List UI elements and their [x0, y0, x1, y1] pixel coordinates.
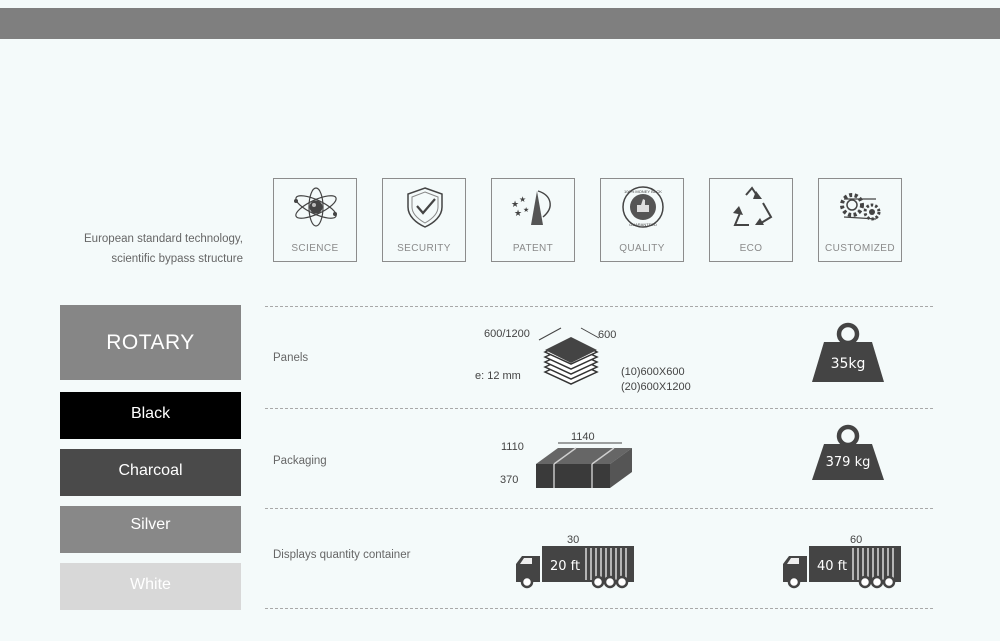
row-divider [265, 306, 933, 307]
tagline-line-2: scientific bypass structure [111, 253, 243, 265]
row-label-panels: Panels [273, 352, 309, 364]
panel-dim-b: 600 [598, 329, 617, 341]
feature-eco [709, 178, 793, 262]
feature-quality [600, 178, 684, 262]
svg-text:★: ★ [519, 195, 527, 204]
feature-label: QUALITY [619, 243, 665, 254]
truck-20ft-label: 20 ft [549, 559, 581, 574]
panel-qty-2: (20)600X1200 [621, 381, 691, 393]
feature-label: SECURITY [397, 243, 451, 254]
svg-text:★: ★ [514, 208, 523, 218]
svg-text:★: ★ [511, 199, 520, 209]
weight-panels-text: 35kg [830, 356, 866, 372]
feature-science [273, 178, 357, 262]
shield-check-icon [400, 185, 450, 229]
truck-20ft-icon [514, 544, 636, 590]
package-width: 1110 [501, 441, 524, 453]
truck-40ft-label: 40 ft [816, 559, 848, 574]
panel-stack-icon [535, 320, 615, 400]
badge-top-text: 100% MONEY BACK [624, 189, 662, 194]
row-divider [265, 608, 933, 609]
row-label-container: Displays quantity container [273, 549, 411, 561]
panel-qty-1: (10)600X600 [621, 366, 685, 378]
package-box-icon [530, 440, 640, 492]
feature-label: SCIENCE [291, 243, 339, 254]
color-swatch-charcoal: Charcoal [60, 449, 241, 496]
gears-icon [836, 185, 886, 229]
weight-packaging-text: 379 kg [825, 455, 871, 470]
top-bar [0, 8, 1000, 39]
feature-patent [491, 178, 575, 262]
feature-customized [818, 178, 902, 262]
row-label-packaging: Packaging [273, 455, 327, 467]
package-height: 370 [500, 474, 519, 486]
weight-panels-icon [810, 322, 886, 384]
svg-text:★: ★ [523, 207, 530, 214]
truck-40ft-icon [781, 544, 903, 590]
badge-bottom-text: GUARANTEED [629, 222, 657, 227]
color-swatch-black: Black [60, 392, 241, 439]
container-40-qty: 60 [850, 534, 863, 546]
feature-security [382, 178, 466, 262]
row-divider [265, 408, 933, 409]
color-swatch-silver: Silver [60, 506, 241, 553]
atom-icon [291, 185, 341, 229]
product-title: ROTARY [60, 305, 241, 380]
feature-label: PATENT [512, 243, 554, 254]
feature-label: CUSTOMIZED [825, 243, 895, 254]
feature-label: ECO [739, 243, 763, 254]
row-divider [265, 508, 933, 509]
recycle-icon [727, 185, 777, 229]
panel-dim-a: 600/1200 [484, 328, 530, 340]
money-back-guarantee-badge-icon [618, 185, 668, 229]
package-length: 1140 [571, 431, 595, 443]
patent-stars-icon [509, 185, 559, 229]
color-swatch-white: White [60, 563, 241, 610]
tagline-line-1: European standard technology, [84, 233, 243, 245]
panel-thickness: e: 12 mm [475, 370, 521, 382]
weight-packaging-icon [810, 424, 886, 482]
container-20-qty: 30 [567, 534, 580, 546]
